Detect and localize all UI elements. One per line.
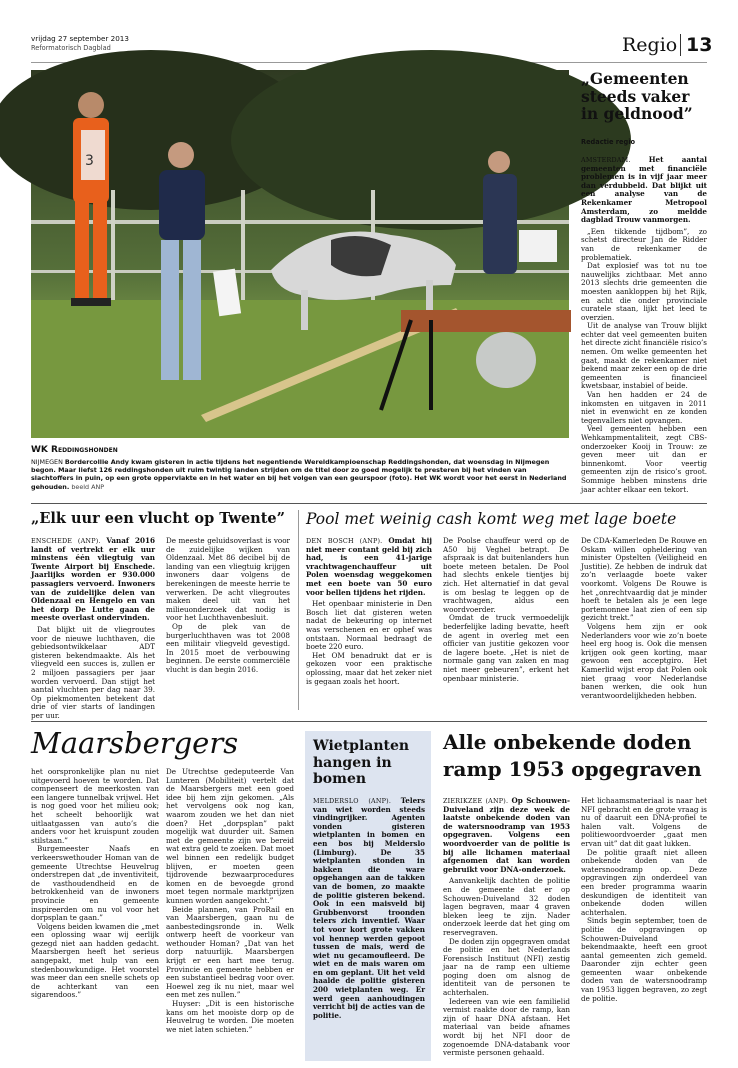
photo-vest-number: 3 — [85, 153, 94, 169]
twente-col-2 — [166, 537, 290, 707]
ramp-col-2 — [581, 797, 707, 1060]
header-page-number: 13 — [686, 34, 713, 56]
pool-col-3 — [581, 537, 707, 709]
maarsbergers-p5: Beide plannen, van ProRail en van Maarsbergen, gaan nu de aanbestedingsronde in. Welk ontwerp heeft de voorkeur van wethouder Homan? „Dat van het dorp natuurlijk. Maarsbergen krijgt er een hart mee terug. Provincie en gemeente hebben er een substantieel bedrag voor over. Hoewel zeg ik nu niet, maar wel een met zes nullen.” — [166, 904, 294, 1000]
header-paper: Reformatorisch Dagblad — [31, 44, 111, 52]
maarsbergers-p2: Burgemeester Naafs en verkeerswethouder Homan van de gemeente Utrechtse Heuvelrug onderstrepen dat „de inventiviteit, de vasthoudendheid en de betrokkenheid van de inwoners provincie en gemeente inspireerden om nu vol voor het dorpsplan te gaan.” — [31, 844, 159, 923]
ramp-p4: Het lichaamsmateriaal is naar het NFI gebracht en de grote vraag is nu of daaruit een DNA-profiel te halen valt. Volgens de politiewoordvoerder „gaat men ervan uit” dat dit gaat lukken. — [581, 796, 707, 848]
gemeenten-p4: Van hen hadden er 24 de inkomsten en uitgaven in 2011 niet in evenwicht en ze konden tegenvallers niet opvangen. — [581, 390, 707, 425]
gemeenten-p3: Uit de analyse van Trouw blijkt echter dat veel gemeenten buiten het directe zicht financiële risico’s nemen. Om welke gemeenten het gaat, maakt de rekenkamer niet bekend maar zeker een op de drie gemeenten is financieel kwetsbaar, instabiel of beide. — [581, 321, 707, 391]
caption-place: NIJMEGEN — [31, 458, 63, 466]
header-section: Regio — [622, 34, 678, 56]
twente-p2: De meeste geluidsoverlast is voor de zuidelijke wijken van Oldenzaal. Met 86 decibel bij de landing van een vliegtuig krijgen inwoners daar volgens de berekeningen de meeste herrie te verwerken. De acht vliegroutes maken deel uit van het milieuonderzoek dat nodig is voor het Luchthavenbesluit. — [166, 536, 290, 623]
gemeenten-p2: Dat explosief was tot nu toe nauwelijks zichtbaar. Met anno 2013 slechts drie gemeenten die moesten aankloppen bij het Rijk, en acht die onder provinciale curatele staan, lijkt het leed te overzien. — [581, 261, 707, 322]
ramp-place: ZIERIKZEE (ANP). — [443, 797, 509, 805]
pool-p3: De Poolse chauffeur werd op de A50 bij Veghel betrapt. De afspraak is dat buitenlanders hun boete meteen betalen. De Pool had slechts enkele tientjes bij zich. Het alternatief in dat geval is om beslag te leggen op de vrachtwagen, aldus een woordvoerder. — [443, 536, 569, 614]
twente-p1: Dat blijkt uit de vliegroutes voor de nieuwe luchthaven, die gebiedsontwikkelaar ADT gisteren bekendmaakte. Als het vliegveld een succes is, zullen er 2 miljoen passagiers per jaar worden vervoerd. Dan stijgt het aantal vluchten per dag naar 39. Op piekmomenten betekent dat drie of vier starts of landingen per uur. — [31, 624, 155, 720]
photo-keg — [476, 332, 536, 388]
twente-title: „Elk uur een vlucht op Twente” — [31, 510, 285, 527]
maarsbergers-p4: De Utrechtse gedeputeerde Van Lunteren (Mobiliteit) vertelt dat de Maarsbergers met een goed idee bij hem zijn gekomen. „Als het vervolgens ook nog kan, waarom zouden we het dan niet doen? Het „dorpsplan” pakt mogelijk wat duurder uit. Samen met de gemeente zijn we bereid wat extra geld te zoeken. Dat moet wel binnen een redelijk budget blijven, er moeten geen tijdrovende bezwaarprocedures komen en de bevoegde grond moet tegen normale marktprijzen kunnen worden aangekocht.” — [166, 767, 294, 905]
maarsbergers-col-1 — [31, 768, 159, 1060]
ramp-p1: Aanvankelijk dachten de politie en de gemeente dat er op Schouwen-Duiveland 32 doden lagen begraven, maar 4 graven bleken leeg te zijn. Nader onderzoek leerde dat het ging om reservegraven. — [443, 876, 570, 937]
gemeenten-body — [581, 156, 707, 494]
twente-place: ENSCHEDE (ANP). — [31, 537, 101, 545]
ramp-p3: Iedereen van wie een familielid vermist raakte door de ramp, kan zijn of haar DNA afstaan. Het materiaal van beide afnames wordt bij het NFI door de zogenoemde DNA-databank voor vermiste personen gehaald. — [443, 996, 570, 1058]
ramp-title: Alle onbekende doden ramp 1953 opgegraven — [443, 730, 702, 781]
ramp-p5: De politie graaft niet alleen onbekende doden van de watersnoodramp op. Deze opgravingen zijn onderdeel van een breder programma waarin deskundigen de identiteit van onbekende doden willen achterhalen. — [581, 847, 707, 917]
rule-mid-2 — [31, 721, 707, 722]
pool-p2: Het OM benadrukt dat er is gekozen voor een praktische oplossing, maar dat het zeker niet is gegaan zoals het hoort. — [306, 650, 432, 686]
gemeenten-p5: Veel gemeenten hebben een Wehkampmentaliteit, zegt CBS-onderzoeker Kooij in Trouw: ze geven meer uit dan er binnenkomt. Voor veertig gemeenten zijn de risico’s groot. Sommige hebben minstens drie jaar achter elkaar een tekort. — [581, 424, 707, 494]
maarsbergers-p1: het oorspronkelijke plan nu niet uitgevoerd hoeven te worden. Dat compenseert de meerkosten van een langere tunnelbak vrijwel. Het is nog goed voor het milieu ook; het scheelt behoorlijk wat uitlaatgassen van auto’s die anders voor het kruispunt zouden stilstaan.” — [31, 767, 159, 845]
pool-p6: Volgens hem zijn er ook Nederlanders voor wie zo’n boete heel erg hoog is. Ook die mensen krijgen ook geen korting, maar gewoon een acceptgiro. Het Kamerlid wijst erop dat Polen ook niet graag voor Nederlandse banen werken, die ook hun verantwoordelijkheden hebben. — [581, 621, 707, 700]
wiet-place: MELDERSLO (ANP). — [313, 797, 392, 805]
pool-title: Pool met weinig cash komt weg met lage boete — [306, 510, 677, 528]
maarsbergers-col-2 — [166, 768, 294, 1060]
gemeenten-byline: Redactie regio — [581, 138, 636, 146]
ramp-p6: Sinds begin september, toen de politie de opgravingen op Schouwen-Duiveland bekendmaakte, heeft een groot aantal gemeenten zich gemeld. Daaronder zijn echter geen gemeenten waar onbekende doden van de watersnoodramp van 1953 liggen begraven, zo zegt de politie. — [581, 916, 707, 1003]
maarsbergers-p3: Volgens beiden kwamen die „met een oplossing waar wij eerlijk gezegd niet aan hadden gedacht. Maarsbergen heeft het serieus aangepakt, met hulp van een stedenbouwkundige. Het voorstel was meer dan een snelle schets op de achterkant van een sigarendoos.” — [31, 921, 159, 1000]
caption-text — [31, 458, 569, 491]
rule-twente-pool — [298, 510, 299, 710]
caption-lead: Bordercollie Andy kwam gisteren in actie tijdens het negentiende Wereldkampioenschap Reddingshonden, dat woensdag in Nijmegen begon. Maar liefst 126 reddingshonden uit ruim twintig landen strijden om de titel door zo goed mogelijk te presteren bij het vinden van slachtoffers in puin, op een grote oppervlakte en in het water en bij het volgen van een geurspoor (foto). Het WK wordt voor het eerst in Nederland gehouden. — [31, 458, 567, 491]
pool-lead: Omdat hij niet meer contant geld bij zich had, is een 41-jarige vrachtwagenchauffeur uit Polen woensdag weggekomen met een boete van 50 euro voor bellen tijdens het rijden. — [306, 536, 432, 597]
twente-col-1 — [31, 536, 155, 720]
gemeenten-p1: „Een tikkende tijdbom”, zo schetst directeur Jan de Ridder van de rekenkamer de problematiek. — [581, 226, 707, 262]
maarsbergers-title: Maarsbergers — [31, 726, 239, 760]
pool-col-2 — [443, 537, 569, 709]
caption-title: WK Reddingshonden — [31, 445, 118, 455]
gemeenten-place: AMSTERDAM. — [581, 156, 631, 164]
gemeenten-title: „Gemeenten steeds vaker in geldnood” — [581, 69, 693, 123]
wiet-title: Wietplanten hangen in bomen — [313, 738, 410, 787]
twente-lead: Vanaf 2016 landt of vertrekt er elk uur minstens één vliegtuig van Twente Airport bij Enschede. Jaarlijks worden er 930.000 passagiers vervoerd. Inwoners van de zuidelijke delen van Oldenzaal en Hengelo en van het dorp De Lutte gaan de meeste overlast ondervinden. — [31, 536, 155, 623]
wiet-body — [313, 797, 425, 1059]
pool-p4: Omdat de truck vermoedelijk bederfelijke lading bevatte, heeft de agent in overleg met een officier van justitie gekozen voor de lagere boete. „Het is niet de normale gang van zaken en mag niet meer gebeuren”, erkent het openbaar ministerie. — [443, 613, 569, 683]
main-photo — [31, 70, 569, 438]
rule-mid-1 — [31, 503, 707, 504]
pool-p1: Het openbaar ministerie in Den Bosch liet dat gisteren weten nadat de bekeuring op internet was verschenen en er ophef was ontstaan. Normaal bedraagt de boete 220 euro. — [306, 599, 432, 652]
ramp-p2: De doden zijn opgegraven omdat de politie en het Nederlands Forensisch Instituut (NFI) zestig jaar na de ramp een ultieme poging doen om alsnog de identiteit van de personen te achterhalen. — [443, 936, 570, 998]
ramp-lead: Op Schouwen-Duiveland zijn deze week de laatste onbekende doden van de watersnoodramp van 1953 opgegraven. Volgens een woordvoerder van de politie is bij alle lichamen materiaal afgenomen dat kan worden gebruikt voor DNA-onderzoek. — [443, 796, 570, 874]
twente-p3: Op de plek van de burgerluchthaven was tot 2008 een militair vliegveld gevestigd. In 2015 moet de verbouwing beginnen. De eerste commerciële vlucht is dan begin 2016. — [166, 621, 290, 674]
pool-p5: De CDA-Kamerleden De Rouwe en Oskam willen opheldering van minister Opstelten (Veiligheid en Justitie). Ze hebben de indruk dat zo’n verlaagde boete vaker voorkomt. Volgens De Rouwe is het „onrechtvaardig dat je minder hoeft te betalen als je een lege portemonnee laat zien of een sip gezicht trekt.” — [581, 536, 707, 623]
gemeenten-lead: Het aantal gemeenten met financiële problemen is in vijf jaar meer dan verdubbeld. Dat blijkt uit een analyse van de Rekenkamer Metropool Amsterdam, zo meldde dagblad Trouw vanmorgen. — [581, 155, 707, 225]
header-date: vrijdag 27 september 2013 — [31, 34, 129, 43]
pool-place: DEN BOSCH (ANP). — [306, 537, 383, 545]
caption-credit: beeld ANP — [71, 482, 105, 491]
wiet-lead: Telers van wiet worden steeds vindingrijker. Agenten vonden gisteren wietplanten in bomen en een bos bij Melderslo (Limburg). De 35 wietplanten stonden in bakken die ware opgehangen aan de takken van de bomen, zo maakte de politie gisteren bekend. Ook in een maisveld bij Grubbenvorst troonden telers zich inventief. Waar tot voor kort grote vakken vol hennep werden gepoot tussen de mais, werd de wiet nu gecamoufleerd. De wiet en de mais waren om en om geplant. Uit het veld haalde de politie gisteren 200 wietplanten weg. Er werd geen aanhoudingen verricht bij de acties van de politie. — [313, 796, 425, 1020]
ramp-col-1 — [443, 797, 570, 1060]
pool-col-1 — [306, 537, 432, 709]
maarsbergers-p6: Huyser: „Dit is een historische kans om het mooiste dorp op de Heuvelrug te worden. Die moeten we niet laten schieten.” — [166, 999, 294, 1034]
header-divider — [680, 34, 681, 56]
